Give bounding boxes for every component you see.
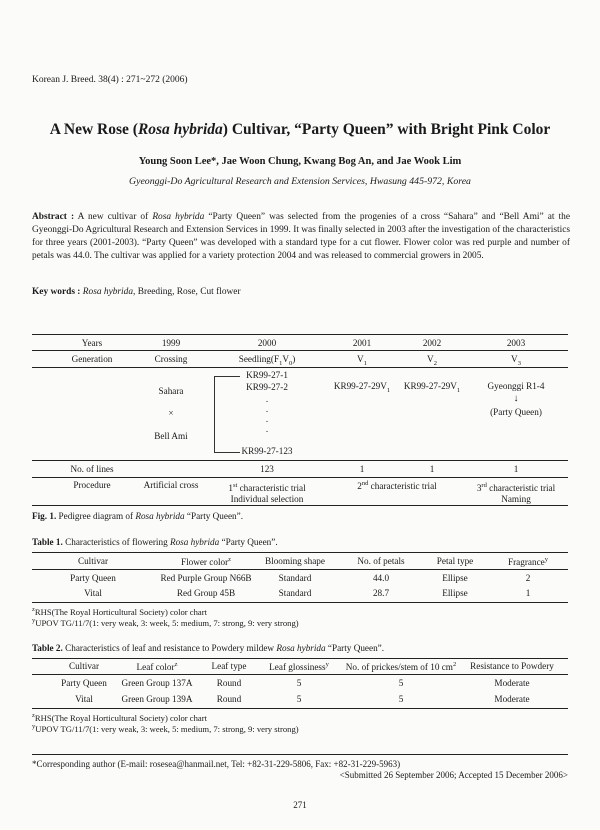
year-2001: 2001 xyxy=(352,338,372,348)
affiliation: Gyeonggi-Do Agricultural Research and Extension Services, Hwasung 445-972, Korea xyxy=(129,176,471,187)
table-cell: Round xyxy=(216,678,242,688)
author-list: Young Soon Lee*, Jae Woon Chung, Kwang Bog An, and Jae Wook Lim xyxy=(138,156,462,167)
table1-header: Petal type xyxy=(436,556,474,566)
table-cell: Round xyxy=(216,694,242,704)
journal-citation: Korean J. Breed. 38(4) : 271~272 (2006) xyxy=(32,75,188,85)
generation-v3: $V_3$ xyxy=(511,354,521,367)
table-cell: Red Purple Group N66B xyxy=(160,573,252,583)
procedure-1999: Artificial cross xyxy=(143,480,199,490)
paper-title: A New Rose (Rosa hybrida) Cultivar, “Party Queen” with Bright Pink Color xyxy=(49,121,551,138)
parent-bell-ami: Bell Ami xyxy=(154,431,188,441)
table1-note-y: $^y$UPOV TG/11/7(1: very weak, 3: week, 5: medium, 7: strong, 9: very strong) xyxy=(32,617,299,628)
table2-header: Cultivar xyxy=(68,661,100,671)
submission-dates: <Submitted 26 September 2006; Accepted 15 December 2006> xyxy=(339,770,568,780)
year-2000: 2000 xyxy=(257,338,277,348)
bracket-line xyxy=(214,376,240,377)
table-rule xyxy=(32,367,568,368)
table-rule xyxy=(32,569,568,570)
table-cell: 5 xyxy=(398,678,404,688)
row-header-lines: No. of lines xyxy=(70,464,114,474)
ellipsis-dot: . xyxy=(265,424,269,434)
procedure-2003: 3rd characteristic trial Naming xyxy=(476,482,556,505)
corresponding-author: *Corresponding author (E-mail: rosesea@hanmail.net, Tel: +82-31-229-5806, Fax: +82-31-229-5963) xyxy=(32,759,401,769)
table-cell: Green Group 137A xyxy=(121,678,193,688)
table-rule xyxy=(32,708,568,709)
abstract: Abstract : A new cultivar of Rosa hybrida “Party Queen” was selected from the progenies of a cross “Sahara” and “Bell Ami” at the Gyeonggi-Do Agricultural Research and Extension Services in 1999. It was finally selected in 2003 after the investigation of the characteristics for three years (2001-2003). “Party Queen” was developed with a standard type for a cut flower. Flower color was red purple and number of petals was 44.0. The cultivar was applied for a variety protection 2004 and was released to commercial growers in 2005. xyxy=(32,212,571,262)
table2-header: No. of prickes/stem of 10 $cm^2$ xyxy=(345,661,457,673)
table2-header: Leaf type xyxy=(211,661,247,671)
table2-header: Leaf glossiness$^y$ xyxy=(269,661,329,673)
selection-gyeonggi: Gyeonggi R1-4 xyxy=(487,381,545,391)
bracket-line xyxy=(214,452,240,453)
generation-seedling: $Seedling(F_1V_0)$ xyxy=(238,354,296,367)
table-rule xyxy=(32,602,568,603)
selection-2002: $KR99-27-29V_1$ xyxy=(403,381,461,394)
table-cell: 28.7 xyxy=(372,588,390,598)
table2-header: Resistance to Powdery xyxy=(470,661,554,671)
table1-caption: Table 1. Characteristics of flowering Rosa hybrida “Party Queen”. xyxy=(32,537,278,547)
table-cell: Vital xyxy=(84,588,102,598)
table1-header: No. of petals xyxy=(357,556,405,566)
keywords: Key words : Rosa hybrida, Breeding, Rose, Cut flower xyxy=(32,287,241,297)
parent-sahara: Sahara xyxy=(158,386,184,396)
table-cell: 5 xyxy=(398,694,404,704)
procedure-2000: 1st characteristic trial Individual selection xyxy=(228,482,306,505)
table-rule xyxy=(32,350,568,351)
year-2003: 2003 xyxy=(506,338,526,348)
table-rule xyxy=(32,658,568,659)
table1-header: Cultivar xyxy=(77,556,109,566)
table-cell: Moderate xyxy=(494,678,530,688)
table1-header: Fragrance$^y$ xyxy=(508,556,548,568)
table-cell: Ellipse xyxy=(442,573,468,583)
lines-2003: 1 xyxy=(513,464,519,474)
table1-header: Blooming shape xyxy=(265,556,325,566)
procedure-2001-2002: 2nd characteristic trial xyxy=(357,480,437,492)
table-rule xyxy=(32,552,568,553)
table2-header: Leaf color$^z$ xyxy=(136,661,178,673)
party-queen-label: (Party Queen) xyxy=(490,407,542,417)
row-header-procedure: Procedure xyxy=(73,480,111,490)
table-cell: 44.0 xyxy=(372,573,390,583)
table-cell: Party Queen xyxy=(70,573,116,583)
table-cell: Ellipse xyxy=(442,588,468,598)
table1-header: Flower color$^z$ xyxy=(180,556,232,568)
row-header-generation: Generation xyxy=(71,354,113,364)
table-rule xyxy=(32,505,568,506)
year-1999: 1999 xyxy=(161,338,181,348)
table-rule xyxy=(32,334,568,335)
generation-crossing: Crossing xyxy=(154,354,188,364)
table-cell: 5 xyxy=(296,694,302,704)
cross-symbol: × xyxy=(168,408,174,418)
year-2002: 2002 xyxy=(422,338,442,348)
figure-caption: Fig. 1. Pedigree diagram of Rosa hybrida “Party Queen”. xyxy=(32,511,244,521)
ellipsis-dot: . xyxy=(265,394,269,404)
lines-2000: 123 xyxy=(260,464,274,474)
seedling-kr99-27-2: KR99-27-2 xyxy=(246,382,288,392)
lines-2002: 1 xyxy=(429,464,435,474)
seedling-kr99-27-123: KR99-27-123 xyxy=(241,446,293,456)
table-cell: Party Queen xyxy=(61,678,107,688)
arrow-down-icon: ↓ xyxy=(513,393,519,404)
table-rule xyxy=(32,477,568,478)
table2-note-z: $^z$RHS(The Royal Horticultural Society) color chart xyxy=(32,712,207,723)
table-cell: Standard xyxy=(278,573,312,583)
seedling-kr99-27-1: KR99-27-1 xyxy=(246,370,288,380)
table-cell: Vital xyxy=(75,694,93,704)
lines-2001: 1 xyxy=(359,464,365,474)
table-cell: Standard xyxy=(278,588,312,598)
table-rule xyxy=(32,460,568,461)
ellipsis-dot: . xyxy=(265,414,269,424)
table-cell: Green Group 139A xyxy=(121,694,193,704)
table2-caption: Table 2. Characteristics of leaf and resistance to Powdery mildew Rosa hybrida “Party Queen”. xyxy=(32,643,385,653)
ellipsis-dot: . xyxy=(265,404,269,414)
generation-v2: $V_2$ xyxy=(427,354,437,367)
table2-note-y: $^y$UPOV TG/11/7(1: very weak, 3: week, 5: medium, 7: strong, 9: very strong) xyxy=(32,723,299,734)
table-cell: 2 xyxy=(525,573,531,583)
table-rule xyxy=(32,674,568,675)
bracket-line xyxy=(214,376,215,452)
selection-2001: $KR99-27-29V_1$ xyxy=(333,381,391,394)
table-cell: 1 xyxy=(525,588,531,598)
table-cell: Red Group 45B xyxy=(176,588,236,598)
footnote-rule xyxy=(32,754,568,755)
table-cell: 5 xyxy=(296,678,302,688)
table-cell: Moderate xyxy=(494,694,530,704)
table1-note-z: $^z$RHS(The Royal Horticultural Society) color chart xyxy=(32,606,207,617)
col-header-years: Years xyxy=(81,338,103,348)
generation-v1: $V_1$ xyxy=(357,354,367,367)
page-number: 271 xyxy=(293,800,307,810)
